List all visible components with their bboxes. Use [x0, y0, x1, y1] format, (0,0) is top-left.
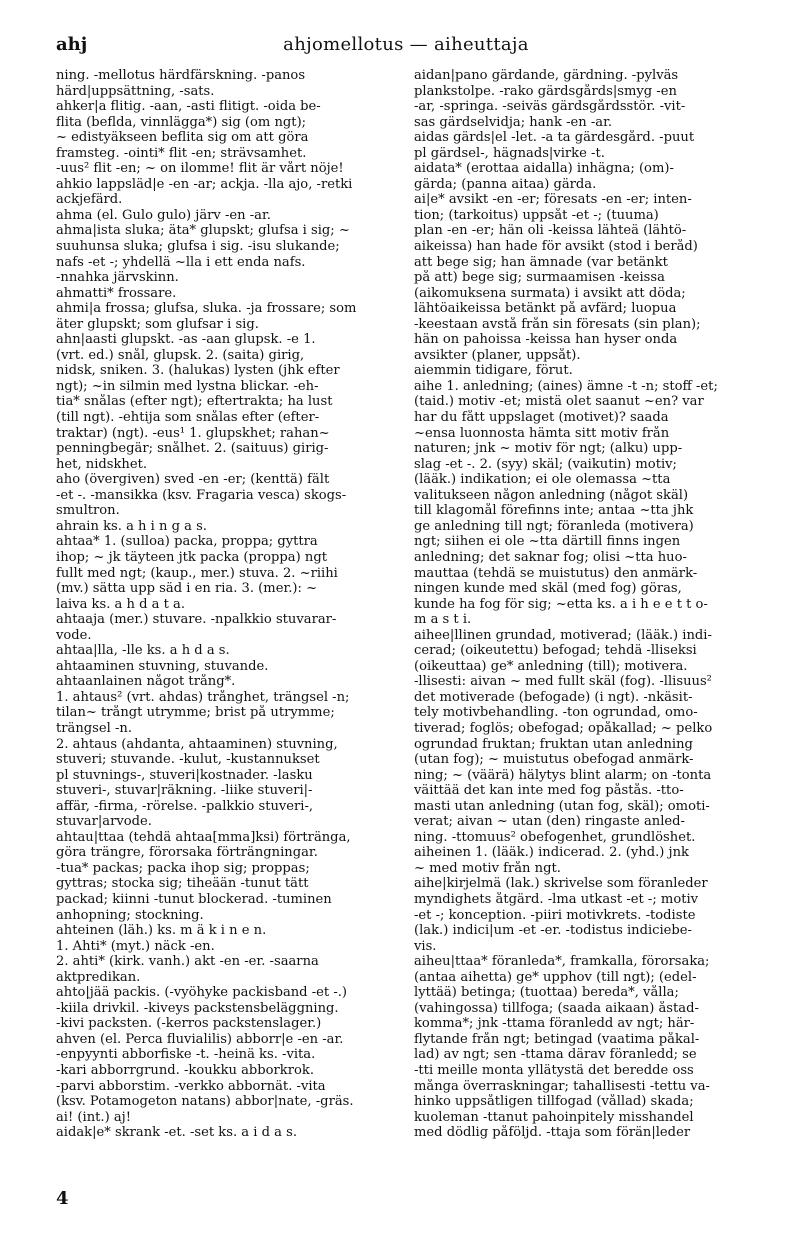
dictionary-line: gärda; (panna aitaa) gärda. — [414, 176, 597, 192]
dictionary-line: på att) bege sig; surmaamisen -keissa — [414, 270, 665, 286]
dictionary-line: ahtaa* 1. (sulloa) packa, proppa; gyttra — [56, 534, 318, 550]
dictionary-line: -tti meille monta yllätystä det beredde oss — [414, 1063, 694, 1078]
dictionary-line: -kiila drivkil. -kiveys packstensbeläggning. — [56, 1000, 339, 1016]
dictionary-line: ihop; ~ jk täyteen jtk packa (proppa) ngt — [56, 549, 327, 565]
dictionary-line: aiheinen 1. (lääk.) indicerad. 2. (yhd.) jnk — [414, 845, 689, 861]
dictionary-line: plankstolpe. -rako gärdsgårds|smyg -en — [414, 83, 677, 99]
dictionary-line: -enpyynti abborfiske -t. -heinä ks. -vita. — [56, 1047, 316, 1063]
dictionary-line: stuveri; stuvande. -kulut, -kustannukset — [56, 752, 320, 768]
dictionary-line: m a s t i. — [414, 612, 472, 628]
dictionary-line: ahtaanlainen något trång*. — [56, 674, 236, 690]
dictionary-line: 1. Ahti* (myt.) näck -en. — [56, 938, 215, 954]
dictionary-line: -kari abborrgrund. -koukku abborkrok. — [56, 1063, 314, 1078]
dictionary-line: ning. -ttomuus² obefogenhet, grundlöshet. — [414, 829, 696, 845]
dictionary-line: packad; kiinni -tunut blockerad. -tuminen — [56, 891, 332, 907]
dictionary-line: med dödlig påföljd. -ttaja som förän|leder — [414, 1125, 691, 1141]
dictionary-line: kuoleman -ttanut pahoinpitely misshandel — [414, 1109, 694, 1125]
dictionary-line: ge anledning till ngt; föranleda (motivera) — [414, 518, 694, 534]
dictionary-line: -ar, -springa. -seiväs gärdsgårdsstör. -vit- — [414, 99, 686, 115]
dictionary-line: aihe 1. anledning; (aines) ämne -t -n; stoff -et; — [414, 378, 718, 394]
dictionary-line: naturen; jnk ~ motiv för ngt; (alku) upp- — [414, 441, 683, 457]
dictionary-line: att bege sig; han ämnade (var betänkt — [414, 254, 668, 270]
dictionary-line: lähtöaikeissa betänkt på avfärd; luopua — [414, 301, 677, 317]
dictionary-line: avsikter (planer, uppsåt). — [414, 347, 581, 363]
dictionary-line: ai! (int.) aj! — [56, 1109, 131, 1125]
dictionary-line: ahn|aasti glupskt. -as -aan glupsk. -e 1. — [56, 332, 316, 348]
dictionary-line: ahtaa|lla, -lle ks. a h d a s. — [56, 643, 230, 659]
dictionary-line: -uus² flit -en; ~ on ilomme! flit är vårt nöje! — [56, 161, 344, 177]
dictionary-line: framsteg. -ointi* flit -en; strävsamhet. — [56, 145, 307, 161]
dictionary-line: laiva ks. a h d a t a. — [56, 596, 185, 612]
right-column — [414, 68, 760, 1141]
dictionary-line: ~ edistyäkseen beflita sig om att göra — [56, 130, 309, 146]
dictionary-line: slag -et -. 2. (syy) skäl; (vaikutin) motiv; — [414, 456, 677, 472]
dictionary-line: äter glupskt; som glufsar i sig. — [56, 316, 259, 332]
dictionary-line: lad) av ngt; sen -ttama därav föranledd; se — [414, 1047, 697, 1063]
dictionary-line: aidas gärds|el -let. -a ta gärdesgård. -puut — [414, 130, 695, 146]
dictionary-line: ahmi|a frossa; glufsa, sluka. -ja frossare; som — [56, 301, 357, 317]
dictionary-line: aidak|e* skrank -et. -set ks. a i d a s. — [56, 1125, 298, 1141]
dictionary-line: stuvar|arvode. — [56, 814, 152, 830]
running-title: ahjomellotus — aiheuttaja — [283, 34, 529, 55]
dictionary-line: -parvi abborstim. -verkko abbornät. -vita — [56, 1078, 326, 1094]
dictionary-line: ahtaaminen stuvning, stuvande. — [56, 658, 269, 674]
dictionary-line: aikeissa) han hade för avsikt (stod i beråd) — [414, 239, 698, 255]
dictionary-line: aho (övergiven) sved -en -er; (kenttä) fält — [56, 472, 330, 488]
dictionary-line: (aikomuksena surmata) i avsikt att döda; — [414, 285, 686, 301]
dictionary-line: 2. ahti* (kirk. vanh.) akt -en -er. -saarna — [56, 954, 319, 970]
dictionary-line: stuveri-, stuvar|räkning. -liike stuveri|- — [56, 783, 313, 799]
dictionary-line: -llisesti: aivan ~ med fullt skäl (fog). -llisuus² — [414, 674, 712, 690]
dictionary-line: ngt; siihen ei ole ~tta därtill finns ingen — [414, 534, 681, 550]
dictionary-line: kunde ha fog för sig; ~etta ks. a i h e e t t o- — [414, 596, 708, 612]
dictionary-line: (utan fog); ~ muistutus obefogad anmärk- — [414, 752, 694, 768]
dictionary-line: ning. -mellotus härdfärskning. -panos — [56, 68, 306, 83]
dictionary-line: ahven (el. Perca fluvialilis) abborr|e -en -ar. — [56, 1031, 344, 1047]
dictionary-line: ahker|a flitig. -aan, -asti flitigt. -oida be- — [56, 99, 321, 115]
dictionary-line: lyttää) betinga; (tuottaa) bereda*, vålla; — [414, 985, 679, 1001]
dictionary-line: cerad; (oikeutettu) befogad; tehdä -lliseksi — [414, 643, 697, 659]
dictionary-line: ning; ~ (väärä) hälytys blint alarm; on -tonta — [414, 767, 712, 783]
dictionary-line: ai|e* avsikt -en -er; föresats -en -er; inten- — [414, 192, 692, 208]
dictionary-line: het, nidskhet. — [56, 456, 148, 472]
dictionary-line: (ksv. Potamogeton natans) abbor|nate, -gräs. — [56, 1094, 354, 1110]
dictionary-line: nafs -et -; yhdellä ~lla i ett enda nafs. — [56, 254, 306, 270]
dictionary-line: aihee|llinen grundad, motiverad; (lääk.) indi- — [414, 627, 712, 643]
dictionary-line: -keestaan avstå från sin föresats (sin plan); — [414, 316, 701, 332]
dictionary-line: (mv.) sätta upp säd i en ria. 3. (mer.): ~ — [56, 581, 318, 597]
dictionary-line: ahto|jää packis. (-vyöhyke packisband -et -.) — [56, 985, 348, 1001]
dictionary-line: ahteinen (läh.) ks. m ä k i n e n. — [56, 923, 267, 939]
page-header — [56, 34, 756, 62]
dictionary-line: ahkio lappsläd|e -en -ar; ackja. -lla ajo, -retki — [56, 176, 353, 192]
dictionary-line: verat; aivan ~ utan (den) ringaste anled- — [414, 814, 685, 830]
dictionary-line: mauttaa (tehdä se muistutus) den anmärk- — [414, 565, 698, 581]
dictionary-line: ahtau|ttaa (tehdä ahtaa[mma]ksi) förtränga, — [56, 829, 351, 845]
dictionary-line: aiemmin tidigare, förut. — [414, 363, 573, 379]
dictionary-line: aiheu|ttaa* föranleda*, framkalla, förorsaka; — [414, 954, 710, 970]
dictionary-line: pl gärdsel-, hägnads|virke -t. — [414, 145, 605, 161]
dictionary-line: ~ensa luonnosta hämta sitt motiv från — [414, 425, 670, 441]
dictionary-line: myndighets åtgärd. -lma utkast -et -; motiv — [414, 891, 699, 907]
dictionary-line: (taid.) motiv -et; mistä olet saanut ~en? var — [414, 394, 704, 410]
dictionary-line: suuhunsa sluka; glufsa i sig. -isu slukande; — [56, 239, 340, 255]
dictionary-line: göra trängre, förorsaka förträngningar. — [56, 845, 318, 861]
dictionary-line: (lääk.) indikation; ei ole olemassa ~tta — [414, 472, 671, 488]
dictionary-line: ahtaaja (mer.) stuvare. -npalkkio stuvarar- — [56, 612, 337, 628]
dictionary-line: ogrundad fruktan; fruktan utan anledning — [414, 736, 693, 752]
dictionary-line: (antaa aihetta) ge* upphov (till ngt); (edel- — [414, 969, 697, 985]
dictionary-line: nidsk, sniken. 3. (halukas) lysten (jhk efter — [56, 363, 340, 379]
guide-word: ahj — [56, 34, 88, 55]
page-number: 4 — [56, 1188, 69, 1209]
dictionary-line: hinko uppsåtligen tillfogad (vållad) skada; — [414, 1094, 694, 1110]
dictionary-line: ackjefärd. — [56, 192, 123, 208]
dictionary-line: -kivi packsten. (-kerros packstenslager.) — [56, 1016, 322, 1032]
dictionary-line: ahma|ista sluka; äta* glupskt; glufsa i sig; ~ — [56, 223, 350, 239]
dictionary-line: flytande från ngt; betingad (vaatima påkal- — [414, 1031, 700, 1047]
dictionary-line: tilan~ trångt utrymme; brist på utrymme; — [56, 705, 335, 721]
dictionary-line: masti utan anledning (utan fog, skäl); omoti- — [414, 798, 710, 814]
dictionary-line: -tua* packas; packa ihop sig; proppas; — [56, 860, 310, 876]
dictionary-line: sas gärdselvidja; hank -en -ar. — [414, 114, 613, 130]
dictionary-line: komma*; jnk -ttama föranledd av ngt; här- — [414, 1016, 695, 1032]
dictionary-line: (oikeuttaa) ge* anledning (till); motivera. — [414, 658, 688, 674]
dictionary-line: tiverad; foglös; obefogad; opåkallad; ~ pelko — [414, 720, 713, 736]
dictionary-line: tia* snålas (efter ngt); eftertrakta; ha lust — [56, 394, 333, 410]
dictionary-line: tion; (tarkoitus) uppsåt -et -; (tuuma) — [414, 207, 659, 223]
dictionary-line: -et -. -mansikka (ksv. Fragaria vesca) skogs- — [56, 487, 347, 503]
dictionary-line: ningen kunde med skäl (med fog) göras, — [414, 581, 682, 597]
dictionary-line: vode. — [56, 627, 92, 643]
dictionary-line: traktar) (ngt). -eus¹ 1. glupskhet; rahan~ — [56, 425, 330, 441]
dictionary-line: (lak.) indici|um -et -er. -todistus indiciebe- — [414, 923, 692, 939]
dictionary-line: affär, -firma, -rörelse. -palkkio stuveri-, — [56, 798, 314, 814]
dictionary-line: gyttras; stocka sig; tiheään -tunut tätt — [56, 876, 309, 892]
dictionary-line: ahma (el. Gulo gulo) järv -en -ar. — [56, 207, 271, 223]
dictionary-line: fullt med ngt; (kaup., mer.) stuva. 2. ~riihi — [56, 565, 338, 581]
dictionary-line: smultron. — [56, 503, 120, 519]
dictionary-line: det motiverade (befogade) (i ngt). -nkäsit- — [414, 689, 693, 705]
dictionary-line: hän on pahoissa -keissa han hyser onda — [414, 332, 678, 348]
dictionary-line: aidata* (erottaa aidalla) inhägna; (om)- — [414, 161, 674, 177]
left-column — [56, 68, 401, 1141]
dictionary-line: (till ngt). -ehtija som snålas efter (efter- — [56, 410, 320, 426]
dictionary-line: ngt); ~in silmin med lystna blickar. -eh- — [56, 378, 319, 394]
dictionary-line: pl stuvnings-, stuveri|kostnader. -lasku — [56, 767, 313, 783]
dictionary-line: aidan|pano gärdande, gärdning. -pylväs — [414, 68, 679, 83]
dictionary-line: anhopning; stockning. — [56, 907, 204, 923]
dictionary-line: trängsel -n. — [56, 720, 132, 736]
dictionary-line: till klagomål förefinns inte; antaa ~tta jhk — [414, 503, 694, 519]
dictionary-line: väittää det kan inte med fog påstås. -tto- — [414, 783, 684, 799]
dictionary-line: har du fått uppslaget (motivet)? saada — [414, 410, 669, 426]
dictionary-line: vis. — [414, 938, 437, 954]
dictionary-line: ahmatti* frossare. — [56, 285, 177, 301]
dictionary-line: tely motivbehandling. -ton ogrundad, omo- — [414, 705, 698, 721]
dictionary-line: plan -en -er; hän oli -keissa lähteä (lähtö- — [414, 223, 687, 239]
dictionary-line: valitukseen någon anledning (något skäl) — [414, 487, 689, 503]
dictionary-line: penningbegär; snålhet. 2. (saituus) girig- — [56, 441, 329, 457]
dictionary-line: aktpredikan. — [56, 969, 141, 985]
dictionary-line: härd|uppsättning, -sats. — [56, 83, 215, 99]
dictionary-line: (vahingossa) tillfoga; (saada aikaan) åstad- — [414, 1000, 699, 1016]
dictionary-line: många överraskningar; tahallisesti -tettu va- — [414, 1078, 710, 1094]
dictionary-line: 1. ahtaus² (vrt. ahdas) trånghet, trängsel -n; — [56, 689, 350, 705]
dictionary-line: ~ med motiv från ngt. — [414, 860, 561, 876]
dictionary-line: -nnahka järvskinn. — [56, 270, 179, 286]
dictionary-line: aihe|kirjelmä (lak.) skrivelse som föranleder — [414, 876, 708, 892]
dictionary-line: ahrain ks. a h i n g a s. — [56, 518, 207, 534]
dictionary-line: anledning; det saknar fog; olisi ~tta huo- — [414, 549, 687, 565]
dictionary-line: -et -; konception. -piiri motivkrets. -todiste — [414, 907, 696, 923]
dictionary-line: (vrt. ed.) snål, glupsk. 2. (saita) girig, — [56, 347, 305, 363]
dictionary-line: 2. ahtaus (ahdanta, ahtaaminen) stuvning, — [56, 736, 338, 752]
dictionary-line: flita (beflda, vinnlägga*) sig (om ngt); — [56, 114, 307, 130]
